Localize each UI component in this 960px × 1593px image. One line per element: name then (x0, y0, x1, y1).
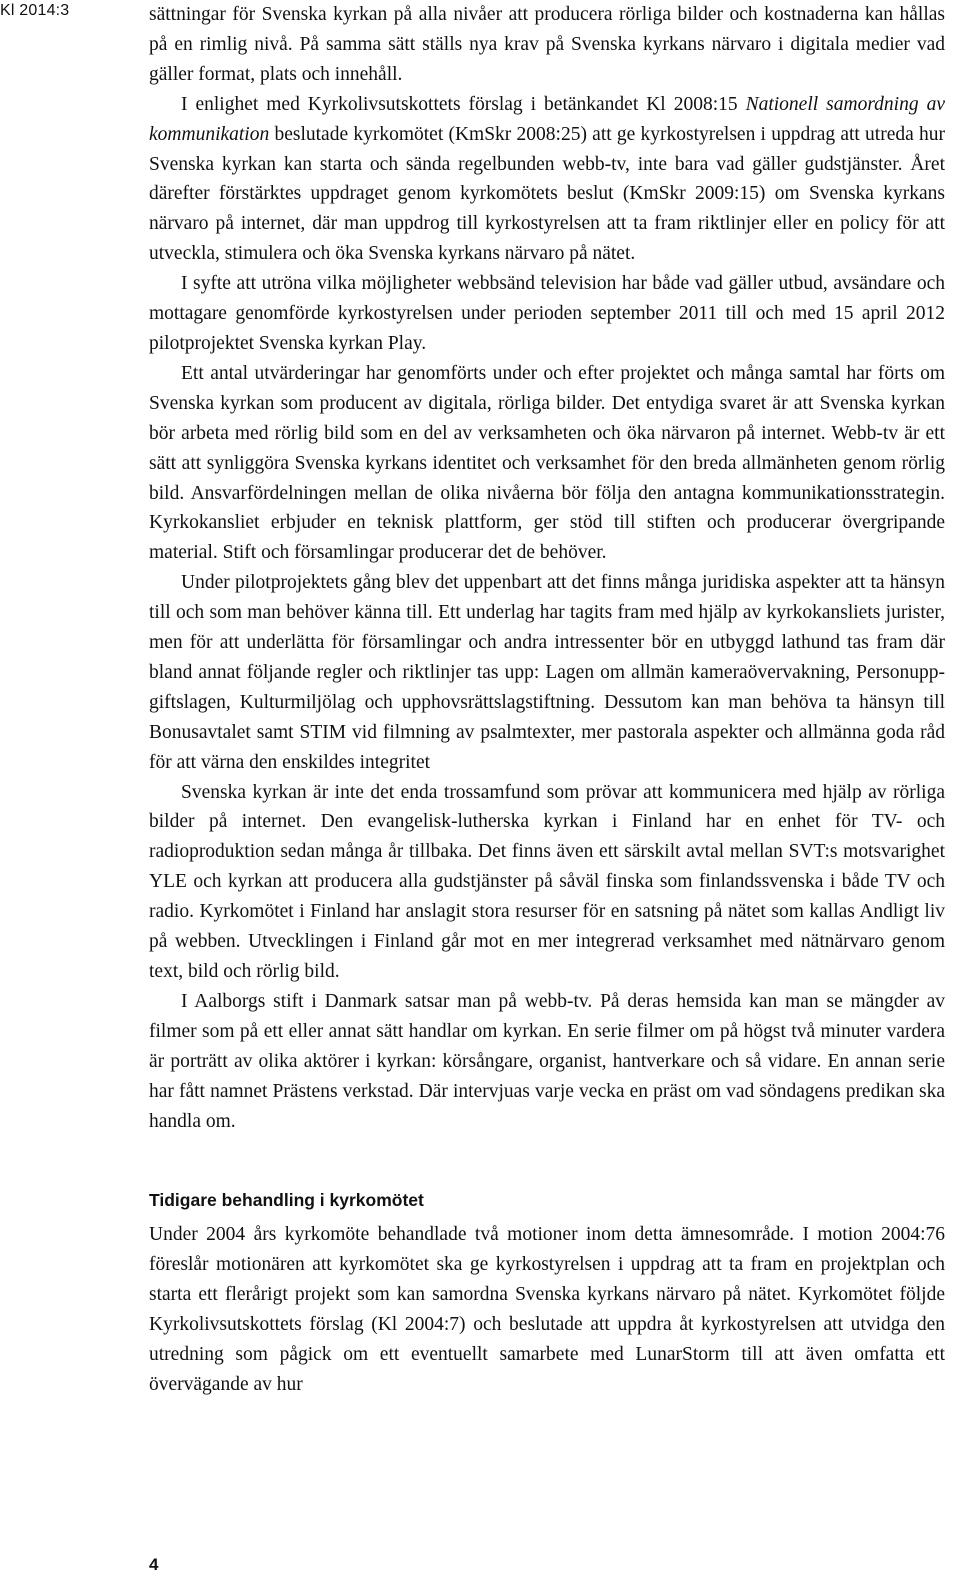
paragraph-5: Under pilotprojektets gång blev det uppenbart att det finns många juridiska aspekter att ta hänsyn till och som man behöver känna till. Ett underlag har tagits fram med hjälp av kyrkokansliets jurister, men för att underlätta för församlingar och andra intressenter bör en utbyggd lathund tas fram där bland annat följande regler och riktlinjer tas upp: Lagen om allmän kameraövervakning, Personuppgiftslagen, Kulturmiljölag och upphovsrättslagstiftning. Dessutom kan man behöva ta hänsyn till Bonusavtalet samt STIM vid filmning av psalmtexter, mer pastorala aspekter och allmänna goda råd för att värna den enskildes integritet (149, 572, 945, 773)
paragraph-4: Ett antal utvärderingar har genomförts under och efter projektet och många samtal har förts om Svenska kyrkan som producent av digitala, rörliga bilder. Det entydiga svaret är att Svenska kyrkan bör arbeta med rörlig bild som en del av verksamheten och öka närvaron på internet. Webb-tv är ett sätt att synliggöra Svenska kyrkans identitet och verksamhet för den breda allmänheten genom rörlig bild. Ansvarfördelningen mellan de olika nivåerna bör följa den antagna kommunikationsstrategin. Kyrkokansliet erbjuder en teknisk plattform, ger stöd till stiften och producerar övergripande material. Stift och församlingar producerar det de behöver. (149, 362, 945, 564)
paragraph-3: I syfte att utröna vilka möjligheter webbsänd television har både vad gäller utbud, avsändare och mottagare genomförde kyrkostyrelsen under perioden september 2011 till och med 15 april 2012 pilotprojektet Svenska kyrkan Play. (149, 273, 945, 354)
paragraph-7: I Aalborgs stift i Danmark satsar man på webb-tv. På deras hemsida kan man se mängder av filmer som på ett eller annat sätt handlar om kyrkan. En serie filmer om på högst två minuter vardera är porträtt av olika aktörer i kyrkan: körsångare, organist, hantverkare och så vidare. En annan serie har fått namnet Prästens verkstad. Där intervjuas varje vecka en präst om vad söndagens predikan ska handla om. (149, 990, 945, 1132)
paragraph-2 (149, 90, 945, 269)
section-heading: Tidigare behandling i kyrkomötet (149, 1190, 424, 1211)
running-head: Kl 2014:3 (0, 2, 70, 19)
report-title: Nationell samordning av kommunikation (149, 93, 945, 145)
paragraph-2-before: I enlighet med Kyrkolivsutskottets förslag i betänkandet Kl 2008:15 (181, 93, 746, 115)
page-number: 4 (149, 1555, 159, 1574)
paragraph-2-after: beslutade kyrkomötet (KmSkr 2008:25) att ge kyrkostyrelsen i uppdrag att utreda hur Svenska kyrkan kan starta och sända regelbunden webb-tv, inte bara vad gäller gudstjänster. Året därefter förstärktes uppdraget genom kyrkomötets beslut (KmSkr 2009:15) om Svenska kyrkans närvaro på internet, där man uppdrog till kyrkostyrelsen att ta fram riktlinjer eller en policy för att utveckla, stimulera och öka Svenska kyrkans närvaro på nätet. (149, 123, 945, 265)
paragraph-1: sättningar för Svenska kyrkan på alla nivåer att producera rörliga bilder och kostnaderna kan hållas på en rimlig nivå. På samma sätt ställs nya krav på Svenska kyrkans närvaro i digitala medier vad gäller format, plats och innehåll. (149, 4, 945, 85)
paragraph-6: Svenska kyrkan är inte det enda trossamfund som prövar att kommunicera med hjälp av rörliga bilder på internet. Den evangelisk-lutherska kyrkan i Finland har en enhet för TV- och radioproduktion sedan många år tillbaka. Det finns även ett särskilt avtal mellan SVT:s motsvarighet YLE och kyrkan att producera alla gudstjänster på såväl finska som finlandssvenska i både TV och radio. Kyrkomötet i Finland har anslagit stora resurser för en satsning på nätet som kallas Andligt liv på webben. Utvecklingen i Finland går mot en mer integrerad verksamhet med nätnärvaro genom text, bild och rörlig bild. (149, 781, 945, 982)
body-text (149, 0, 945, 1400)
section-paragraph: Under 2004 års kyrkomöte behandlade två motioner inom detta ämnesområde. I motion 2004:76 föreslår motionären att kyrkomötet ska ge kyrkostyrelsen i uppdrag att ta fram en projektplan och starta ett flerårigt projekt som kan samordna Svenska kyrkans närvaro på nätet. Kyrkomötet följde Kyrkolivsutskottets förslag (Kl 2004:7) och beslutade att uppdra åt kyrkostyrelsen att utvidga den utredning som pågick om ett eventuellt samarbete med LunarStorm till att även omfatta ett övervägande av hur (149, 1224, 945, 1395)
